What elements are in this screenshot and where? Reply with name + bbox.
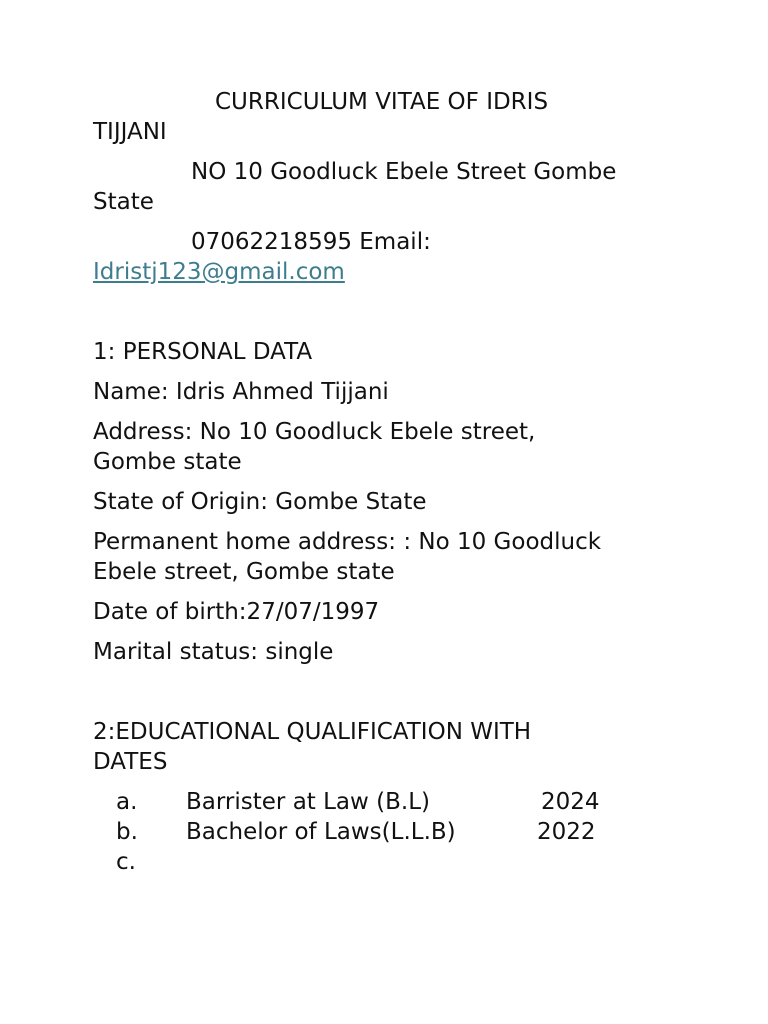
education-heading-line2: DATES — [93, 749, 168, 775]
education-item-marker: c. — [116, 849, 136, 875]
personal-marital-status: Marital status: single — [93, 639, 334, 665]
cv-document — [93, 87, 683, 877]
education-item — [93, 817, 683, 847]
personal-date-of-birth: Date of birth:27/07/1997 — [93, 599, 380, 625]
personal-permanent-address-line1: Permanent home address: : No 10 Goodluck — [93, 529, 602, 555]
personal-address-line2: Gombe state — [93, 449, 242, 475]
personal-name: Name: Idris Ahmed Tijjani — [93, 379, 389, 405]
header-phone-email-label: 07062218595 Email: — [191, 229, 431, 255]
education-item-marker: b. — [116, 819, 138, 845]
education-item-year: 2024 — [541, 789, 600, 815]
header-address-line2: State — [93, 189, 154, 215]
personal-permanent-address-line2: Ebele street, Gombe state — [93, 559, 395, 585]
education-item-marker: a. — [116, 789, 138, 815]
cv-title-line1: CURRICULUM VITAE OF IDRIS — [215, 89, 549, 115]
education-item-year: 2022 — [537, 819, 596, 845]
cv-title-line2: TIJJANI — [93, 119, 167, 145]
education-item-degree: Bachelor of Laws(L.L.B) — [186, 819, 456, 845]
education-item — [93, 787, 683, 817]
education-heading-line1: 2:EDUCATIONAL QUALIFICATION WITH — [93, 719, 532, 745]
personal-address-line1: Address: No 10 Goodluck Ebele street, — [93, 419, 536, 445]
education-item — [93, 847, 683, 877]
personal-state-of-origin: State of Origin: Gombe State — [93, 489, 427, 515]
header-address-line1: NO 10 Goodluck Ebele Street Gombe — [191, 159, 617, 185]
personal-data-heading: 1: PERSONAL DATA — [93, 339, 313, 365]
education-item-degree: Barrister at Law (B.L) — [186, 789, 430, 815]
email-link[interactable]: Idristj123@gmail.com — [93, 259, 345, 285]
